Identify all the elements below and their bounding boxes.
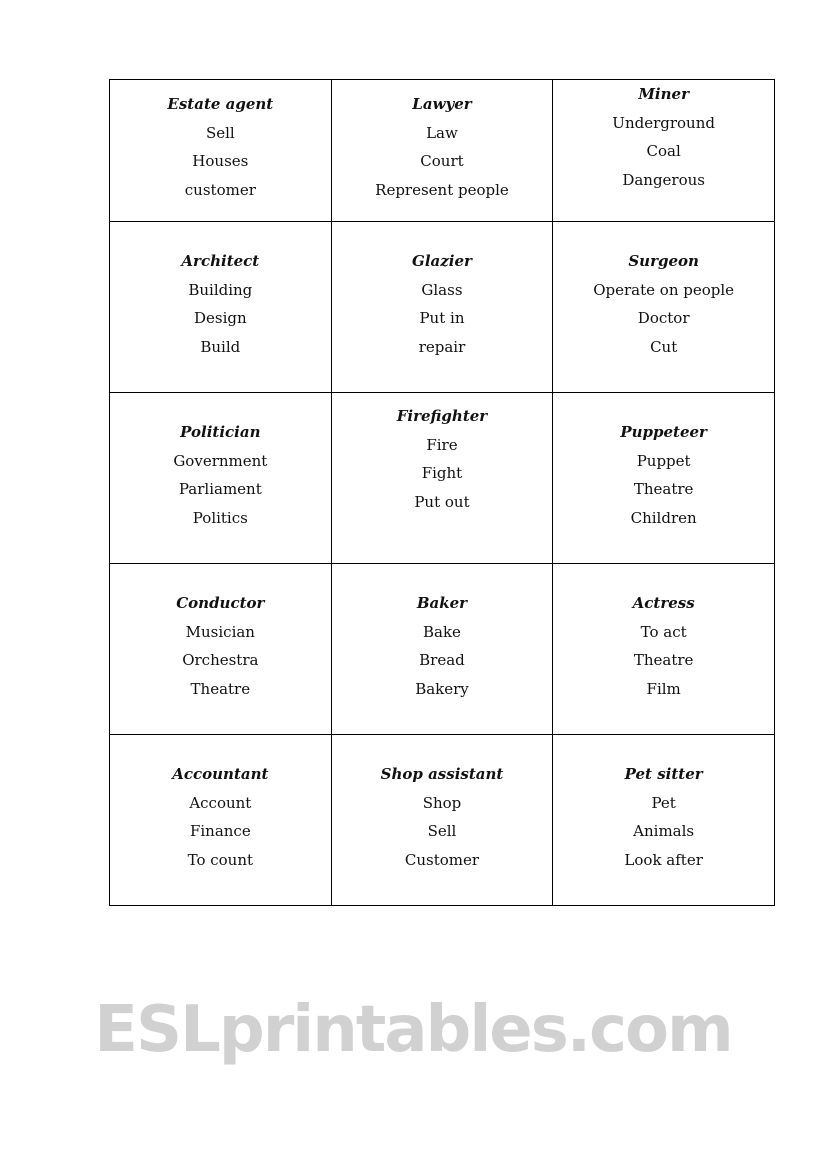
clue-word: Look after (624, 850, 703, 869)
card-row (110, 393, 775, 564)
clue-word: Sell (427, 822, 457, 840)
clue-word: To act (640, 622, 687, 641)
clue-word: Glass (421, 280, 463, 299)
job-title: Glazier (412, 252, 472, 270)
clue-word: Finance (189, 822, 251, 840)
job-card (553, 564, 775, 735)
clue-word: Put in (419, 309, 465, 327)
job-card (553, 80, 775, 222)
clue-word: Houses (192, 152, 249, 170)
clue-word: Put out (414, 492, 470, 511)
clue-word: Account (189, 793, 252, 812)
job-card (553, 735, 775, 906)
clue-word: Law (426, 123, 458, 142)
card-content (332, 735, 553, 874)
clue-word: repair (418, 337, 466, 356)
clue-word: Building (188, 280, 253, 299)
clue-word: Shop (422, 793, 462, 812)
job-card (110, 393, 332, 564)
clue-word: Film (646, 679, 681, 698)
clue-word: Dangerous (622, 170, 705, 189)
clue-word: Musician (185, 622, 255, 641)
clue-word: Animals (633, 822, 695, 840)
card-content (553, 564, 774, 703)
clue-word: Theatre (633, 480, 694, 498)
card-row (110, 222, 775, 393)
job-title: Firefighter (396, 407, 488, 425)
clue-word: Puppet (636, 451, 691, 470)
clue-word: Build (200, 337, 241, 356)
clue-word: Pet (651, 793, 676, 812)
clue-word: Government (173, 451, 268, 470)
watermark: ESLprintables.com (94, 993, 732, 1067)
job-card (331, 222, 553, 393)
job-card (110, 564, 332, 735)
clue-word: Design (193, 309, 247, 327)
job-title: Accountant (172, 765, 269, 783)
job-title: Miner (638, 85, 689, 103)
card-content (110, 564, 331, 703)
clue-word: Underground (612, 113, 715, 132)
clue-word: Doctor (637, 309, 690, 327)
job-title: Actress (632, 594, 695, 612)
clue-word: customer (184, 180, 256, 199)
card-row (110, 564, 775, 735)
job-cards-table (109, 79, 775, 906)
clue-word: Fire (426, 435, 458, 454)
job-card (331, 564, 553, 735)
job-card (331, 80, 553, 222)
clue-word: Politics (192, 508, 248, 527)
clue-word: Coal (646, 142, 681, 160)
clue-word: Fight (421, 464, 463, 482)
clue-word: Children (630, 508, 697, 527)
clue-word: Customer (404, 850, 480, 869)
clue-word: To count (187, 850, 254, 869)
clue-word: Bake (423, 622, 461, 641)
card-content (110, 222, 331, 361)
card-content (553, 393, 774, 532)
job-title: Surgeon (628, 252, 699, 270)
card-content (110, 80, 331, 204)
clue-word: Represent people (375, 180, 509, 199)
job-card (110, 222, 332, 393)
job-card (331, 735, 553, 906)
clue-word: Operate on people (593, 280, 735, 299)
card-content (332, 564, 553, 703)
card-content (553, 80, 774, 194)
card-content (553, 222, 774, 361)
card-row (110, 80, 775, 222)
job-title: Shop assistant (380, 765, 504, 783)
clue-word: Bread (419, 651, 465, 669)
job-title: Pet sitter (624, 765, 703, 783)
card-content (553, 735, 774, 874)
card-row (110, 735, 775, 906)
card-content (332, 80, 553, 204)
clue-word: Sell (205, 123, 235, 142)
clue-word: Bakery (415, 679, 469, 698)
clue-word: Theatre (633, 651, 694, 669)
clue-word: Theatre (190, 679, 251, 698)
job-card (553, 393, 775, 564)
card-content (332, 222, 553, 361)
job-card (110, 735, 332, 906)
job-title: Estate agent (167, 95, 274, 113)
clue-word: Cut (650, 337, 678, 356)
card-content (110, 735, 331, 874)
job-title: Puppeteer (620, 423, 707, 441)
job-title: Architect (181, 252, 260, 270)
clue-word: Court (420, 152, 464, 170)
job-title: Politician (180, 423, 261, 441)
job-card (553, 222, 775, 393)
job-title: Baker (416, 594, 468, 612)
job-title: Conductor (176, 594, 265, 612)
job-card (110, 80, 332, 222)
job-title: Lawyer (412, 95, 472, 113)
card-content (110, 393, 331, 532)
clue-word: Parliament (178, 480, 262, 498)
card-content (332, 393, 553, 516)
clue-word: Orchestra (182, 651, 259, 669)
job-card (331, 393, 553, 564)
